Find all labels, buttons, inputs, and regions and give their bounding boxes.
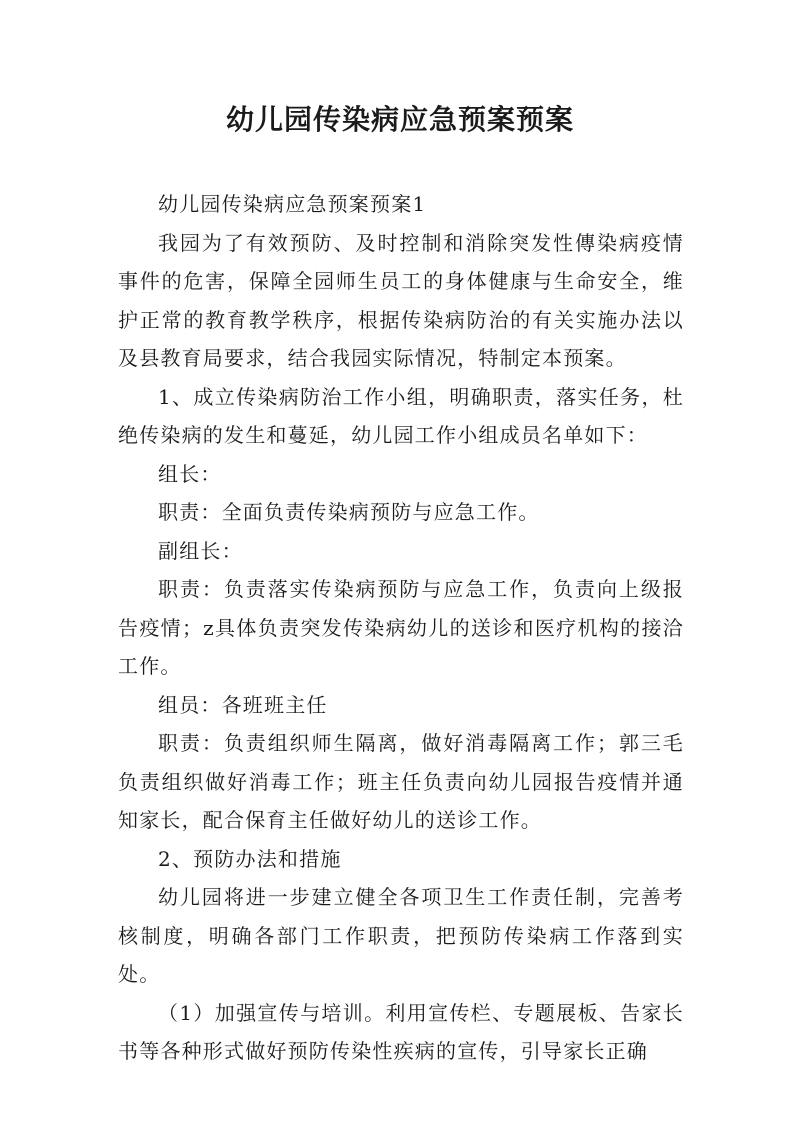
paragraph-leader-duty: 职责：全面负责传染病预防与应急工作。 xyxy=(158,500,540,524)
paragraph-section-2: 2、预防办法和措施 xyxy=(158,846,342,871)
paragraph-intro: 我园为了有效预防、及时控制和消除突发性傳染病疫情事件的危害，保障全园师生员工的身体健康与生命安全，维护正常的教育教学秩序，根据传染病防治的有关实施办法以及县教育局要求，结合我园实际情况，特制定本预案。 xyxy=(118,230,684,370)
document-title: 幼儿园传染病应急预案预案 xyxy=(225,103,574,136)
paragraph-members-duty: 职责：负责组织师生隔离，做好消毒隔离工作；郭三毛负责组织做好消毒工作；班主任负责向幼儿园报告疫情并通知家长，配合保育主任做好幼儿的送诊工作。 xyxy=(118,731,684,832)
paragraph-deputy-duty: 职责：负责落实传染病预防与应急工作，负责向上级报告疫情；z具体负责突发传染病幼儿的送诊和医疗机构的接洽工作。 xyxy=(118,577,684,678)
paragraph-deputy-leader: 副组长： xyxy=(158,538,243,563)
paragraph-subtitle: 幼儿园传染病应急预案预案1 xyxy=(158,192,427,216)
document-body xyxy=(118,185,684,1071)
paragraph-members: 组员：各班班主任 xyxy=(158,692,328,717)
paragraph-publicity: （1）加强宣传与培训。利用宣传栏、专题展板、告家长书等各种形式做好预防传染性疾病的宣传，引导家长正确 xyxy=(118,1000,684,1063)
paragraph-section-1: 1、成立传染病防治工作小组，明确职责，落实任务，杜绝传染病的发生和蔓延，幼儿园工作小组成员名单如下： xyxy=(118,384,684,447)
paragraph-responsibility: 幼儿园将进一步建立健全各项卫生工作责任制，完善考核制度，明确各部门工作职责，把预防传染病工作落到实处。 xyxy=(118,885,684,986)
paragraph-leader: 组长： xyxy=(158,461,222,486)
